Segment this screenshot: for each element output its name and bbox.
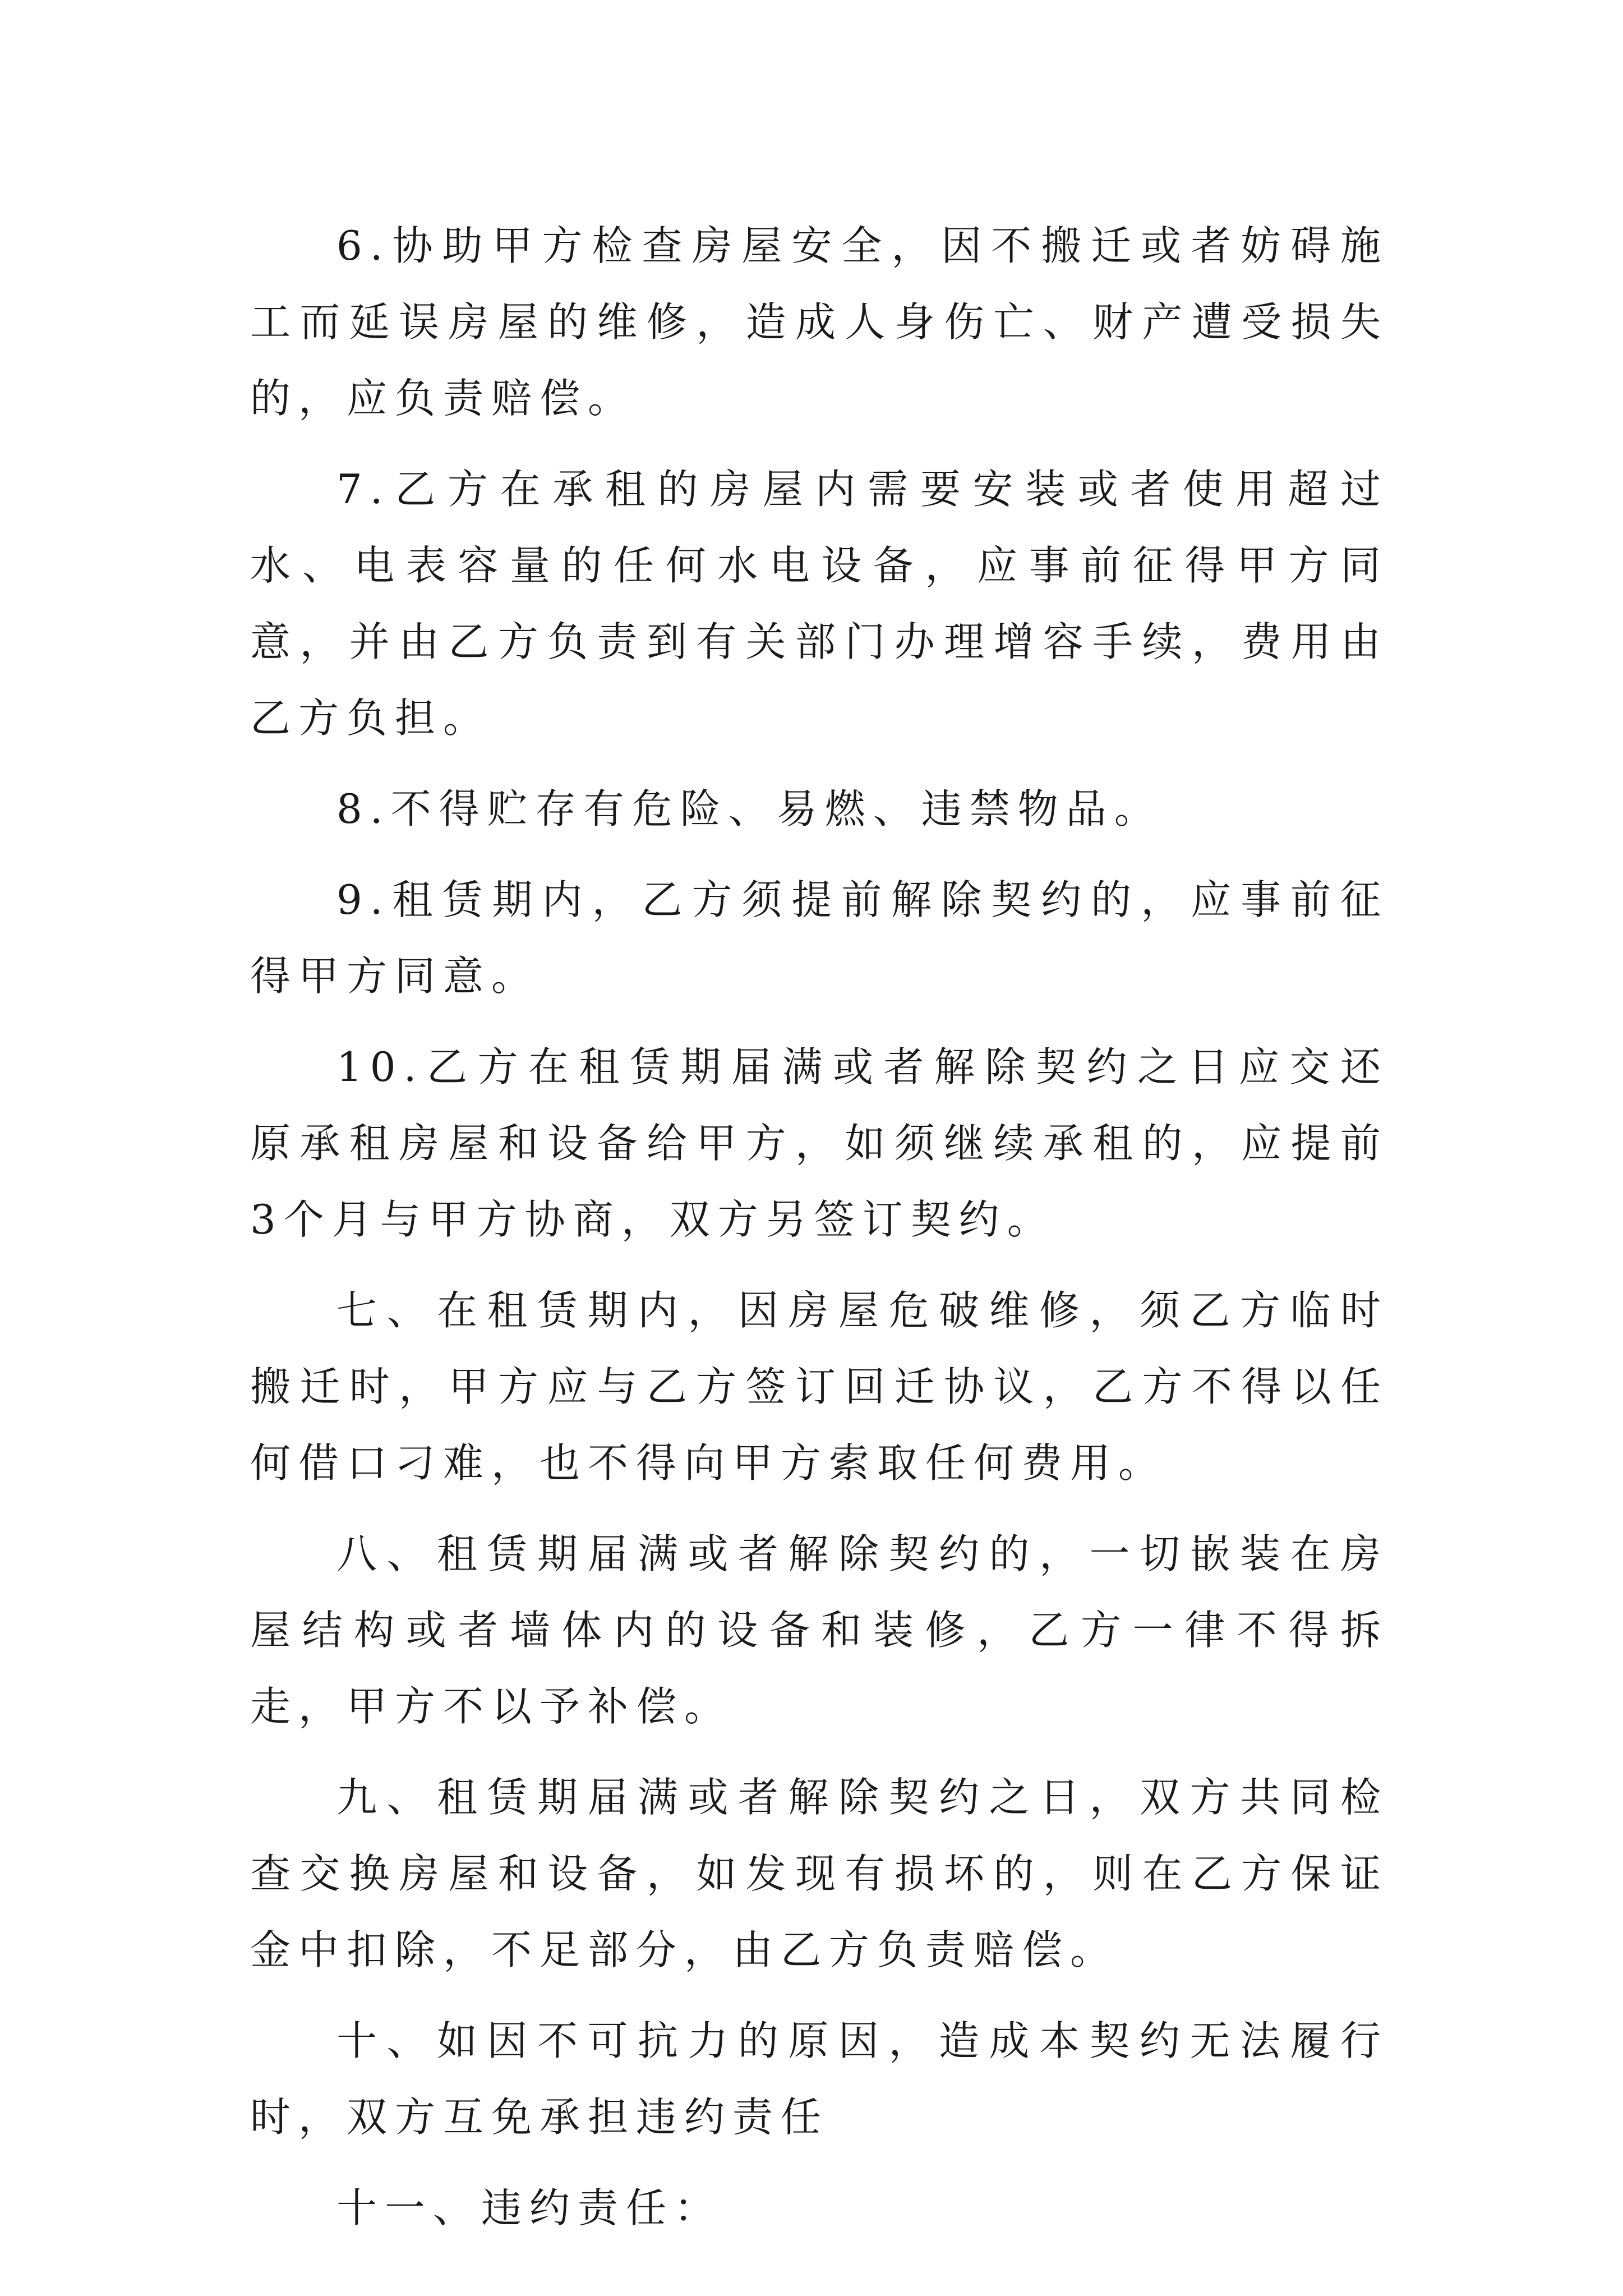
article-9-paragraph: 九、租赁期届满或者解除契约之日，双方共同检查交换房屋和设备，如发现有损坏的，则在乙方保证金中扣除，不足部分，由乙方负责赔偿。 (250, 1774, 1389, 1973)
document-body (250, 208, 1389, 2261)
clause-9-paragraph: 9.租赁期内，乙方须提前解除契约的，应事前征得甲方同意。 (250, 876, 1389, 1000)
clause-8-paragraph: 8.不得贮存有危险、易燃、违禁物品。 (336, 785, 1163, 832)
clause-6-paragraph: 6.协助甲方检查房屋安全，因不搬迁或者妨碍施工而延误房屋的维修，造成人身伤亡、财产遭受损失的，应负责赔偿。 (250, 222, 1389, 422)
article-11-heading: 十一、违约责任： (336, 2184, 723, 2231)
clause-10-paragraph: 10.乙方在租赁期届满或者解除契约之日应交还原承租房屋和设备给甲方，如须继续承租的，应提前3个月与甲方协商，双方另签订契约。 (250, 1043, 1389, 1243)
clause-7-paragraph: 7.乙方在承租的房屋内需要安装或者使用超过水、电表容量的任何水电设备，应事前征得甲方同意，并由乙方负责到有关部门办理增容手续，费用由乙方负担。 (250, 466, 1389, 742)
article-8-paragraph: 八、租赁期届满或者解除契约的，一切嵌装在房屋结构或者墙体内的设备和装修，乙方一律不得拆走，甲方不以予补偿。 (250, 1530, 1389, 1730)
article-7-paragraph: 七、在租赁期内，因房屋危破维修，须乙方临时搬迁时，甲方应与乙方签订回迁协议，乙方不得以任何借口刁难，也不得向甲方索取任何费用。 (250, 1287, 1389, 1487)
article-10-paragraph: 十、如因不可抗力的原因，造成本契约无法履行时，双方互免承担违约责任 (250, 2017, 1389, 2141)
